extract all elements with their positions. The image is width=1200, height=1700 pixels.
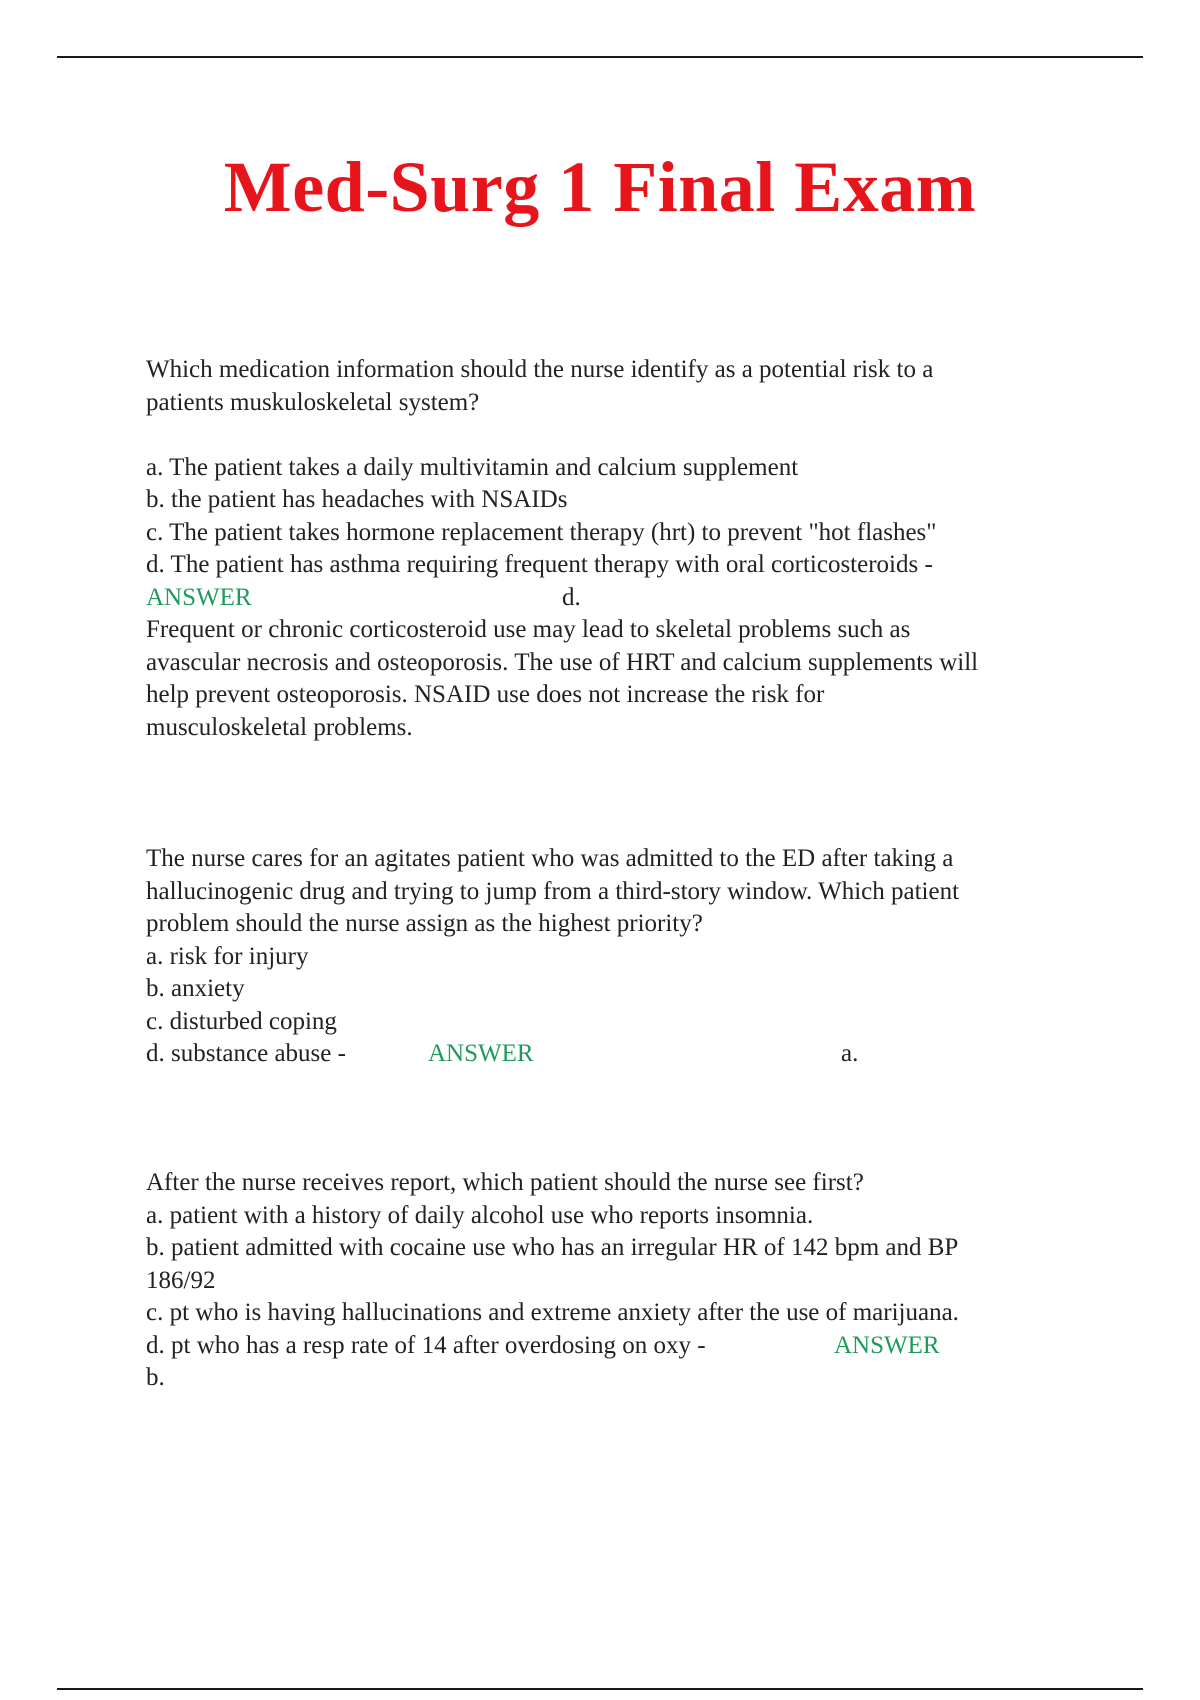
answer-label: ANSWER xyxy=(428,1040,534,1067)
option-b: b. patient admitted with cocaine use who has an irregular HR of 142 bpm and BP xyxy=(146,1234,959,1261)
rationale-line: musculoskeletal problems. xyxy=(146,713,413,741)
answer-value: a. xyxy=(841,1040,859,1067)
option-c: c. disturbed coping xyxy=(146,1007,337,1035)
question-stem: problem should the nurse assign as the highest priority? xyxy=(146,910,703,937)
rationale-line: Frequent or chronic corticosteroid use may lead to skeletal problems such as xyxy=(146,616,911,643)
question-stem: Which medication information should the nurse identify as a potential risk to a xyxy=(146,356,934,383)
option-a: a. patient with a history of daily alcohol use who reports insomnia. xyxy=(146,1201,814,1229)
answer-value: b. xyxy=(146,1364,165,1391)
page-title: Med-Surg 1 Final Exam xyxy=(223,147,977,227)
rationale-line: help prevent osteoporosis. NSAID use does not increase the risk for xyxy=(146,681,825,708)
option-b: b. the patient has headaches with NSAIDs xyxy=(146,486,568,513)
question-2 xyxy=(146,843,1096,1071)
option-b-continued: 186/92 xyxy=(146,1266,216,1294)
bottom-rule xyxy=(57,1688,1143,1690)
option-d: d. pt who has a resp rate of 14 after overdosing on oxy - xyxy=(146,1331,706,1359)
option-c: c. The patient takes hormone replacement therapy (hrt) to prevent "hot flashes" xyxy=(146,518,937,546)
question-1 xyxy=(146,354,1096,744)
top-rule xyxy=(57,56,1143,58)
answer-line xyxy=(146,582,1096,615)
option-d: d. The patient has asthma requiring frequent therapy with oral corticosteroids - xyxy=(146,551,933,578)
answer-label: ANSWER xyxy=(146,583,252,611)
answer-label: ANSWER xyxy=(834,1331,940,1359)
option-a: a. The patient takes a daily multivitamin and calcium supplement xyxy=(146,453,799,481)
answer-line xyxy=(146,1330,1096,1363)
option-a: a. risk for injury xyxy=(146,942,309,970)
rationale-line: avascular necrosis and osteoporosis. The use of HRT and calcium supplements will xyxy=(146,648,979,676)
question-stem: patients muskuloskeletal system? xyxy=(146,388,480,416)
question-stem: The nurse cares for an agitates patient who was admitted to the ED after taking a xyxy=(146,845,954,872)
question-3 xyxy=(146,1167,1096,1395)
answer-value: d. xyxy=(562,583,581,611)
option-c: c. pt who is having hallucinations and extreme anxiety after the use of marijuana. xyxy=(146,1299,959,1326)
option-d: d. substance abuse - xyxy=(146,1040,346,1067)
question-stem: hallucinogenic drug and trying to jump from a third-story window. Which patient xyxy=(146,877,960,905)
question-stem: After the nurse receives report, which patient should the nurse see first? xyxy=(146,1169,864,1196)
option-b: b. anxiety xyxy=(146,975,245,1002)
answer-line xyxy=(146,1038,1096,1071)
